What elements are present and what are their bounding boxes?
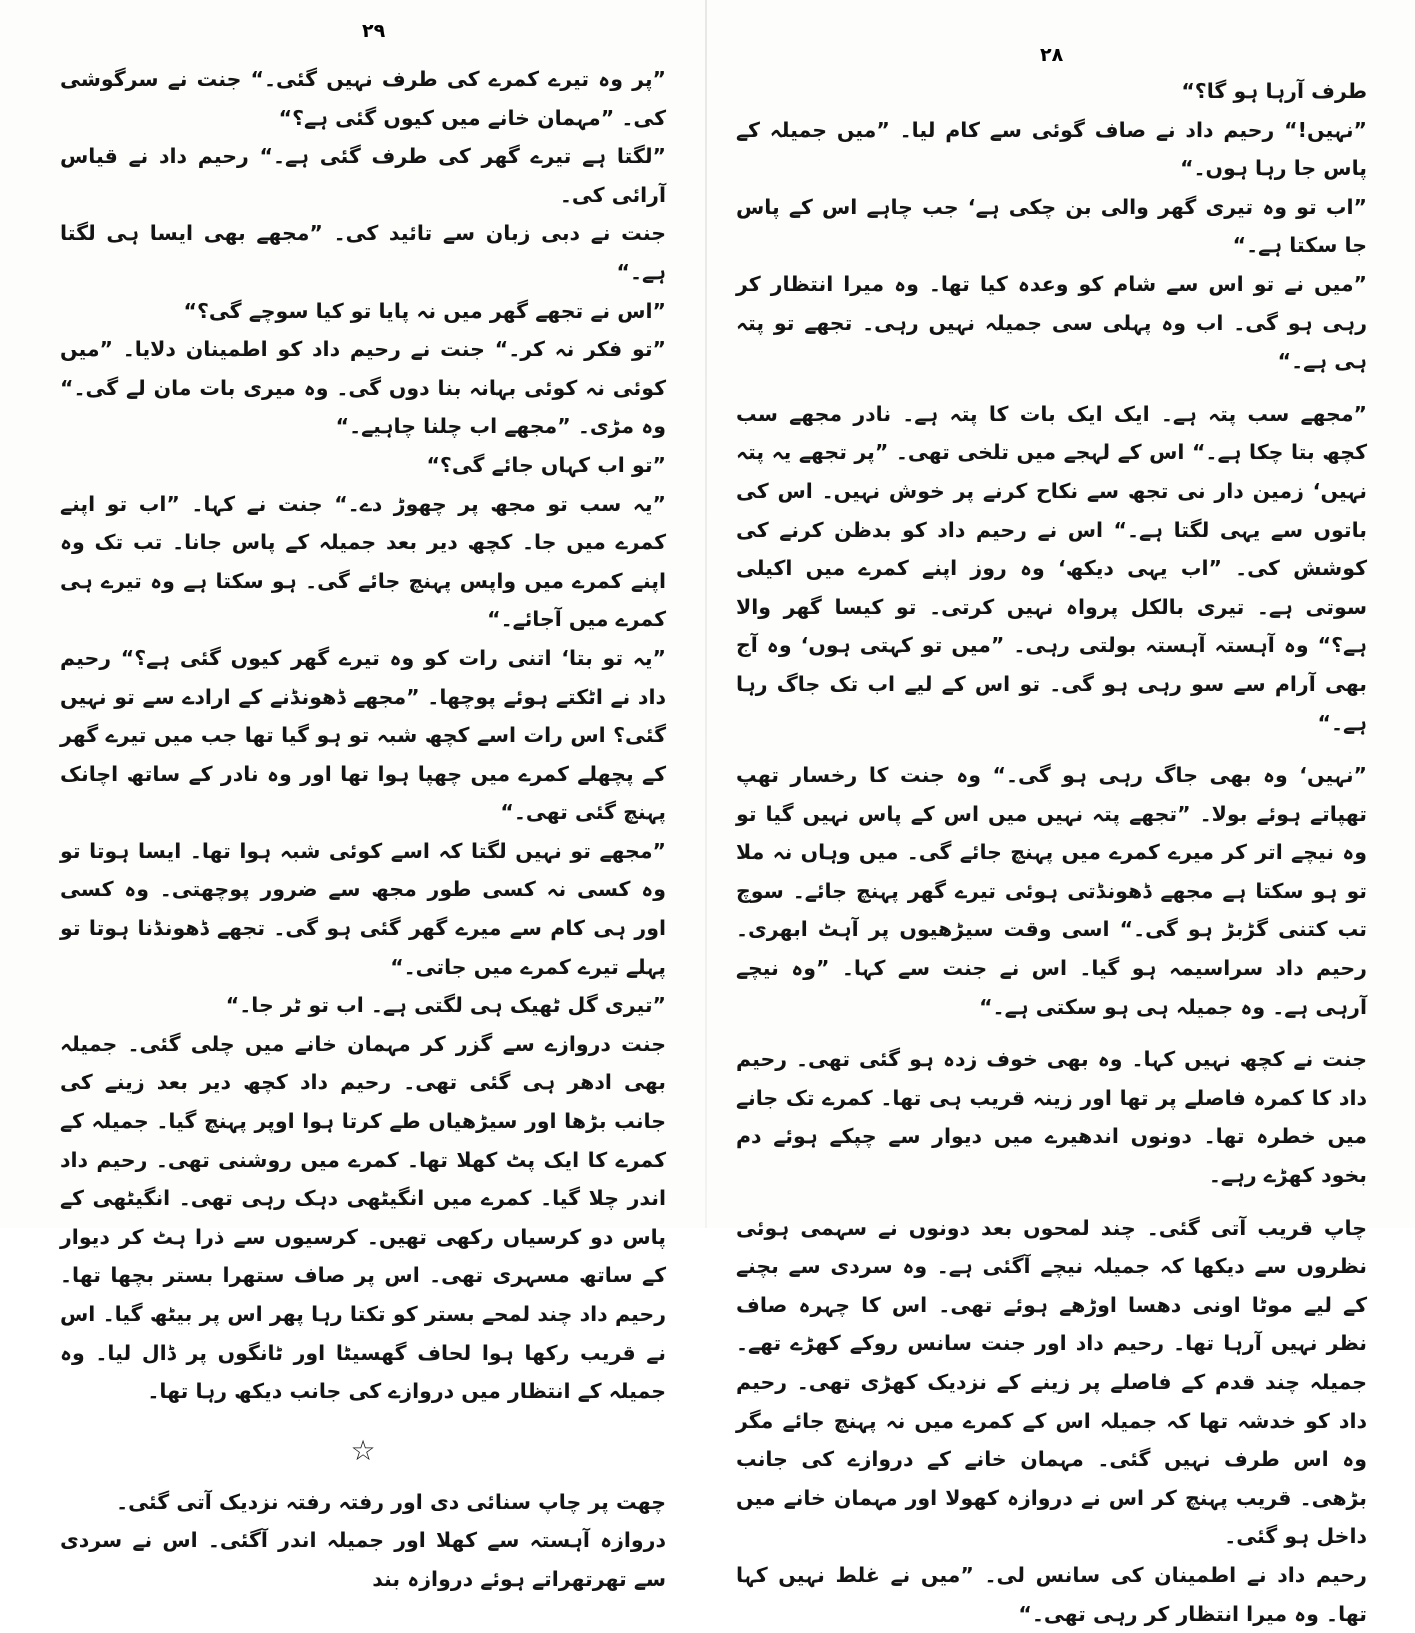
paragraph: جنت دروازے سے گزر کر مہمان خانے میں چلی گئی۔ جمیلہ بھی ادھر ہی گئی تھی۔ رحیم داد کچھ دیر بعد زینے کی جانب بڑھا اور سیڑھیاں طے کرتا ہوا اوپر پہنچ گیا۔ جمیلہ کے کمرے کا ایک پٹ کھلا تھا۔ کمرے میں روشنی تھی۔ رحیم داد اندر چلا گیا۔ کمرے میں انگیٹھی دہک رہی تھی۔ انگیٹھی کے پاس دو کرسیاں رکھی تھیں۔ کرسیوں سے ذرا ہٹ کر دیوار کے ساتھ مسہری تھی۔ اس پر صاف ستھرا بستر بچھا تھا۔ رحیم داد چند لمحے بستر کو تکتا رہا پھر اس پر بیٹھ گیا۔ اس نے قریب رکھا ہوا لحاف گھسیٹا اور ٹانگوں پر ڈال لیا۔ وہ جمیلہ کے انتظار میں دروازے کی جانب دیکھ رہا تھا۔	[60, 1031, 666, 1404]
paragraph: ”نہیں!“ رحیم داد نے صاف گوئی سے کام لیا۔ ”میں جمیلہ کے پاس جا رہا ہوں۔“	[736, 117, 1367, 181]
paragraph: ”یہ تو بتا‘ اتنی رات کو وہ تیرے گھر کیوں گئی ہے؟“ رحیم داد نے اٹکتے ہوئے پوچھا۔ ”مجھے ڈھونڈنے کے ارادے سے تو نہیں گئی؟ اس رات اسے کچھ شبہ تو ہو گیا تھا جب میں تیرے گھر کے پچھلے کمرے میں چھپا ہوا تھا اور وہ نادر کے ساتھ اچانک پہنچ گئی تھی۔“	[60, 645, 666, 825]
paragraph: ”مجھے تو نہیں لگتا کہ اسے کوئی شبہ ہوا تھا۔ ایسا ہوتا تو وہ کسی نہ کسی طور مجھ سے ضرور پوچھتی۔ وہ کسی اور ہی کام سے میرے گھر گئی ہو گی۔ تجھے ڈھونڈنا ہوتا تو پہلے تیرے کمرے میں جاتی۔“	[60, 838, 666, 979]
paragraph: ”تو فکر نہ کر۔“ جنت نے رحیم داد کو اطمینان دلایا۔ ”میں کوئی نہ کوئی بہانہ بنا دوں گی۔ وہ میری بات مان لے گی۔“ وہ مڑی۔ ”مجھے اب چلنا چاہیے۔“	[60, 337, 666, 439]
right-page	[706, 0, 1415, 1626]
paragraph: دروازہ آہستہ سے کھلا اور جمیلہ اندر آگئی۔ اس نے سردی سے تھرتھراتے ہوئے دروازہ بند	[60, 1528, 666, 1591]
paragraph: ”اس نے تجھے گھر میں نہ پایا تو کیا سوچے گی؟“	[183, 298, 666, 323]
paragraph: چھت پر چاپ سنائی دی اور رفتہ رفتہ نزدیک آتی گئی۔	[116, 1489, 666, 1514]
paragraph: ”یہ سب تو مجھ پر چھوڑ دے۔“ جنت نے کہا۔ ”اب تو اپنے کمرے میں جا۔ کچھ دیر بعد جمیلہ کے پاس جانا۔ تب تک وہ اپنے کمرے میں واپس پہنچ جائے گی۔ ہو سکتا ہے وہ تیرے ہی کمرے میں آجائے۔“	[60, 491, 666, 632]
paragraph: ”میں نے تو اس سے شام کو وعدہ کیا تھا۔ وہ میرا انتظار کر رہی ہو گی۔ اب وہ پہلی سی جمیلہ نہیں رہی۔ تجھے تو پتہ ہی ہے۔“	[736, 271, 1367, 374]
paragraph: ”لگتا ہے تیرے گھر کی طرف گئی ہے۔“ رحیم داد نے قیاس آرائی کی۔	[60, 144, 666, 207]
paragraph: ”نہیں‘ وہ بھی جاگ رہی ہو گی۔“ وہ جنت کا رخسار تھپ تھپاتے ہوئے بولا۔ ”تجھے پتہ نہیں میں اس کے پاس نہیں گیا تو وہ نیچے اتر کر میرے کمرے میں پہنچ جائے گی۔ میں وہاں نہ ملا تو ہو سکتا ہے مجھے ڈھونڈتی ہوئی تیرے گھر پہنچ جائے۔ سوچ تب کتنی گڑبڑ ہو گی۔“ اسی وقت سیڑھیوں پر آہٹ ابھری۔ رحیم داد سراسیمہ ہو گیا۔ اس نے جنت سے کہا۔ ”وہ نیچے آرہی ہے۔ وہ جمیلہ ہی ہو سکتی ہے۔“	[736, 763, 1367, 1019]
paragraph: جنت نے دبی زبان سے تائید کی۔ ”مجھے بھی ایسا ہی لگتا ہے۔“	[60, 221, 666, 284]
page-number-left: ۲۹	[362, 20, 386, 42]
paragraph: رحیم داد نے اطمینان کی سانس لی۔ ”میں نے غلط نہیں کہا تھا۔ وہ میرا انتظار کر رہی تھی۔“	[736, 1562, 1367, 1626]
paragraph: ”اب تو وہ تیری گھر والی بن چکی ہے‘ جب چاہے اس کے پاس جا سکتا ہے۔“	[736, 194, 1367, 258]
paragraph: جنت نے کچھ نہیں کہا۔ وہ بھی خوف زدہ ہو گئی تھی۔ رحیم داد کا کمرہ فاصلے پر تھا اور زینہ قریب ہی تھا۔ کمرے تک جانے میں خطرہ تھا۔ دونوں اندھیرے میں دیوار سے چپکے ہوئے دم بخود کھڑے رہے۔	[736, 1047, 1367, 1188]
page-number-right: ۲۸	[1040, 44, 1064, 66]
left-page	[0, 0, 706, 1591]
paragraph: چاپ قریب آتی گئی۔ چند لمحوں بعد دونوں نے سہمی ہوئی نظروں سے دیکھا کہ جمیلہ نیچے آگئی ہے۔ وہ سردی سے بچنے کے لیے موٹا اونی دھسا اوڑھے ہوئے تھی۔ اس کا چہرہ صاف نظر نہیں آرہا تھا۔ رحیم داد اور جنت سانس روکے کھڑے تھے۔ جمیلہ چند قدم کے فاصلے پر زینے کے نزدیک کھڑی تھی۔ رحیم داد کو خدشہ تھا کہ جمیلہ اس کے کمرے میں نہ پہنچ جائے مگر وہ اس طرف نہیں گئی۔ مہمان خانے کے دروازے کی جانب بڑھی۔ قریب پہنچ کر اس نے دروازہ کھولا اور مہمان خانے میں داخل ہو گئی۔	[736, 1215, 1367, 1549]
paragraph: ”تو اب کہاں جائے گی؟“	[426, 452, 666, 477]
paragraph: ”مجھے سب پتہ ہے۔ ایک ایک بات کا پتہ ہے۔ نادر مجھے سب کچھ بتا چکا ہے۔“ اس کے لہجے میں تلخی تھی۔ ”پر تجھے یہ پتہ نہیں‘ زمین دار نی تجھ سے نکاح کرنے پر خوش نہیں۔ اس کی باتوں سے یہی لگتا ہے۔“ اس نے رحیم داد کو بدظن کرنے کی کوشش کی۔ ”اب یہی دیکھ‘ وہ روز اپنے کمرے میں اکیلی سوتی ہے۔ تیری بالکل پرواہ نہیں کرتی۔ تو کیسا گھر والا ہے؟“ وہ آہستہ آہستہ بولتی رہی۔ ”میں تو کہتی ہوں‘ وہ آج بھی آرام سے سو رہی ہو گی۔ تو اس کے لیے اب تک جاگ رہا ہے۔“	[736, 401, 1367, 735]
paragraph: ”تیری گل ٹھیک ہی لگتی ہے۔ اب تو ٹر جا۔“	[225, 993, 666, 1018]
section-separator-star-icon: ☆	[350, 1433, 376, 1467]
paragraph: طرف آرہا ہو گا؟“	[1181, 79, 1367, 103]
paragraph: ”پر وہ تیرے کمرے کی طرف نہیں گئی۔“ جنت نے سرگوشی کی۔ ”مہمان خانے میں کیوں گئی ہے؟“	[60, 67, 666, 130]
